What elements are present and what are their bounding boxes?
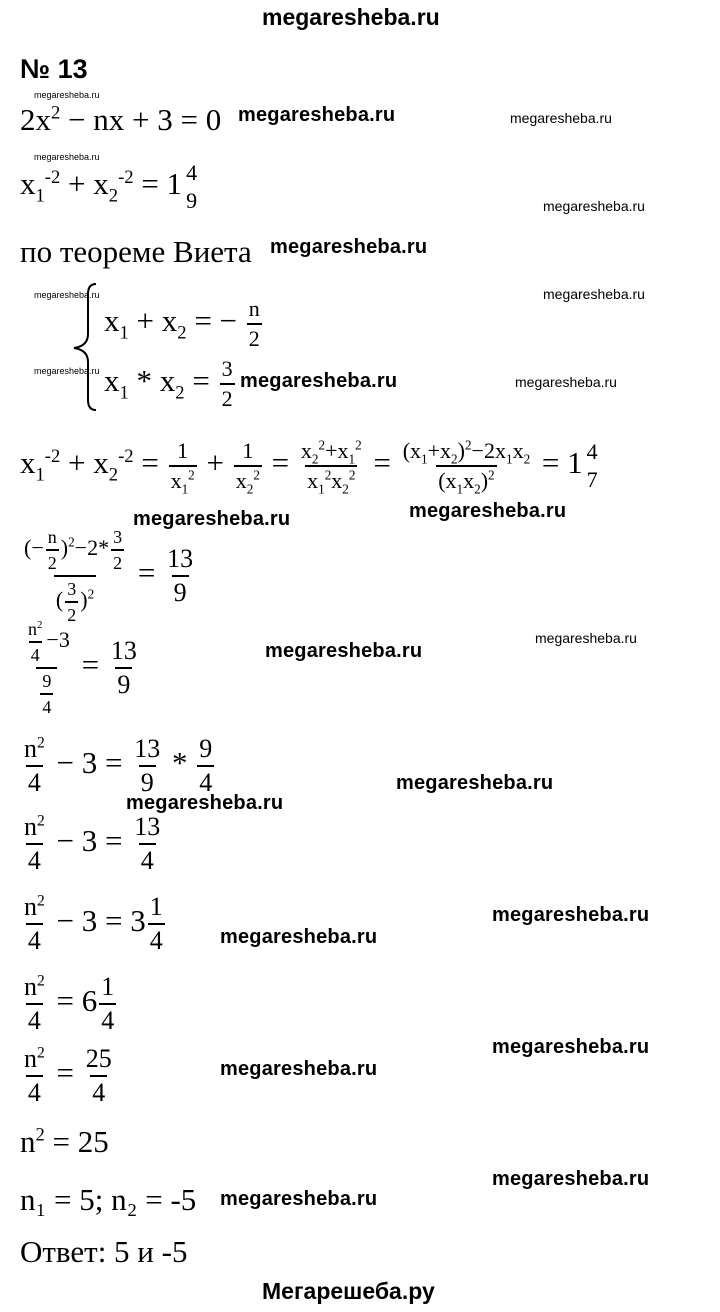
watermark: megaresheba.ru xyxy=(535,630,637,646)
step-13-4: $\frac{n^2}{4}$ − 3 = $\frac{13}{4}$ xyxy=(24,812,161,875)
watermark: megaresheba.ru xyxy=(126,792,284,814)
watermark: megaresheba.ru xyxy=(220,1188,378,1210)
site-footer[interactable]: Мегарешеба.ру xyxy=(262,1278,435,1304)
step-improper: $\frac{n^2}{4}$ = $\frac{25}{4}$ xyxy=(24,1044,112,1107)
watermark: megaresheba.ru xyxy=(510,110,612,126)
watermark: megaresheba.ru xyxy=(396,772,554,794)
roots: n₁ = 5; n₂ = -5 xyxy=(20,1182,197,1217)
watermark: megaresheba.ru xyxy=(238,104,396,126)
step-multiply: $\frac{n^2}{4}$ − 3 = $\frac{13}{9}$ * $\frac{9}{4}$ xyxy=(24,734,213,797)
transform-equation: $x_1^{-2} + x_2^{-2}$ = $\frac{1}{x_1^2}$ + $\frac{1}{x_2^2}$ = $\frac{x_2^2+x_1^2}{x_1^2x_2^2}$ = $\frac{(x_1+x_2)^2-2x_1x_2}{(x_1x_2)^2}$ = 1 4 7 xyxy=(20,437,598,497)
watermark: megaresheba.ru xyxy=(34,366,100,376)
watermark: megaresheba.ru xyxy=(515,374,617,390)
watermark: megaresheba.ru xyxy=(543,198,645,214)
step-mixed: $\frac{n^2}{4}$ − 3 = 3 $\frac{1}{4}$ xyxy=(24,892,163,955)
watermark: megaresheba.ru xyxy=(34,90,100,100)
watermark: megaresheba.ru xyxy=(240,370,398,392)
equation-condition: $x_1^{-2} + x_2^{-2} = 1$ 4 9 xyxy=(20,160,198,213)
site-header[interactable]: megaresheba.ru xyxy=(262,4,440,30)
step-square: $n^2 = 25$ xyxy=(20,1124,109,1159)
step-sum: $\frac{n^2}{4}$ = 6 $\frac{1}{4}$ xyxy=(24,972,115,1035)
vieta-product: $x_1 * x_2$ = $\frac{3}{2}$ xyxy=(104,356,233,411)
vieta-sum: $x_1 + x_2$ = − $\frac{n}{2}$ xyxy=(104,296,260,351)
task-number: № 13 xyxy=(20,54,88,84)
answer: Ответ: 5 и -5 xyxy=(20,1234,188,1269)
watermark: megaresheba.ru xyxy=(492,1168,650,1190)
watermark: megaresheba.ru xyxy=(543,286,645,302)
simplified-equation: $\frac{n^2}{4}$ −3 $\frac{9}{4}$ = $\frac{13}{9}$ xyxy=(28,619,137,717)
system-brace-icon xyxy=(68,282,100,412)
watermark: megaresheba.ru xyxy=(492,904,650,926)
watermark: megaresheba.ru xyxy=(220,1058,378,1080)
vieta-label: по теореме Виета xyxy=(20,234,252,269)
watermark: megaresheba.ru xyxy=(34,152,100,162)
substitution-equation: (− $\frac{n}{2}$ )$^2$−2* $\frac{3}{2}$ ( $\frac{3}{2}$ )$^2$ = $\frac{13}{9}$ xyxy=(24,527,194,625)
watermark: megaresheba.ru xyxy=(133,508,291,530)
watermark: megaresheba.ru xyxy=(409,500,567,522)
watermark: megaresheba.ru xyxy=(265,640,423,662)
watermark: megaresheba.ru xyxy=(492,1036,650,1058)
watermark: megaresheba.ru xyxy=(34,290,100,300)
equation-quadratic: $2x^2$ − nx + 3 = 0 xyxy=(20,102,222,137)
watermark: megaresheba.ru xyxy=(220,926,378,948)
watermark: megaresheba.ru xyxy=(270,236,428,258)
